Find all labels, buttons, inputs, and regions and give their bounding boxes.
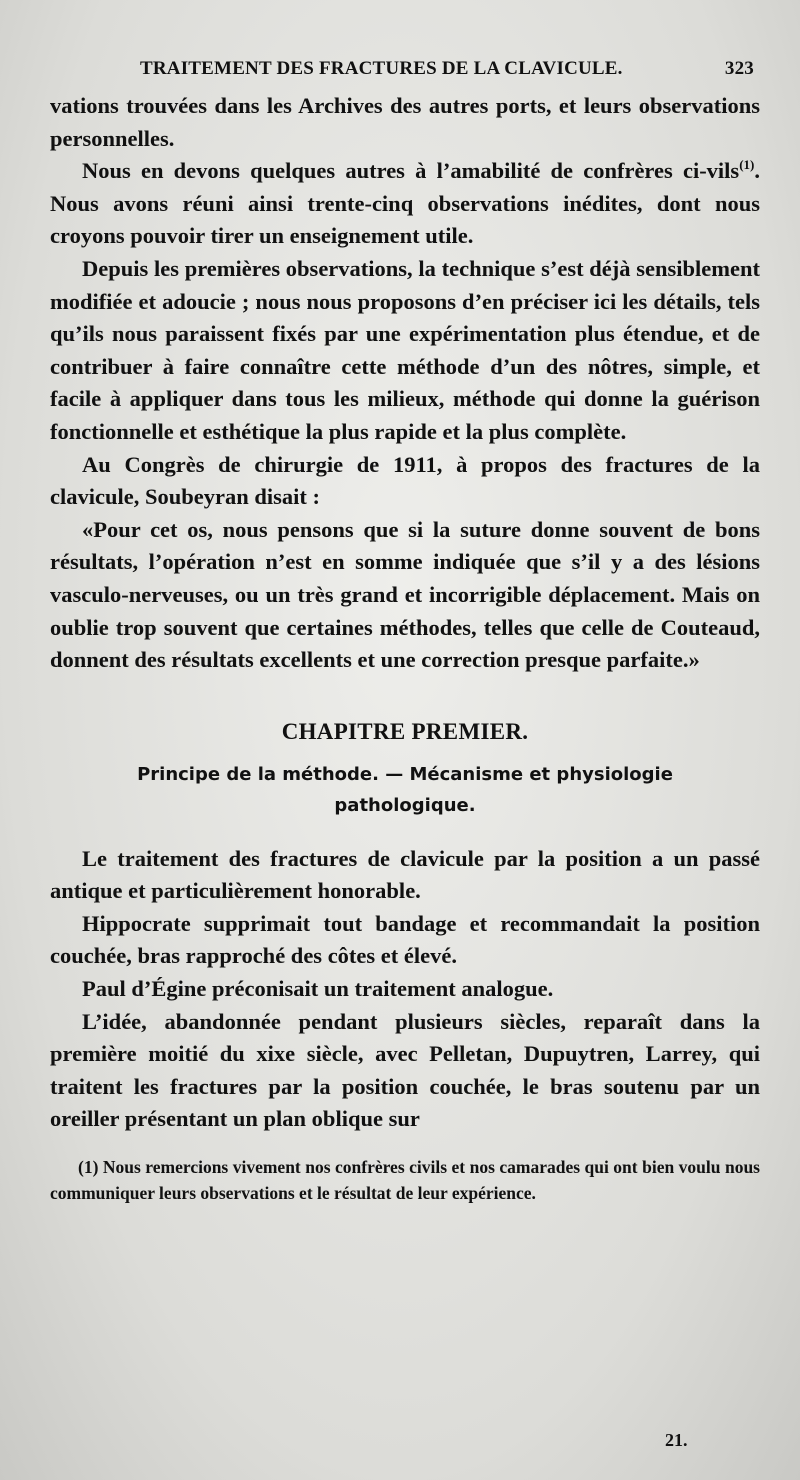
chapter-title: CHAPITRE PREMIER.: [281, 718, 529, 744]
footnote-text: Nous remercions vivement nos confrères civils et nos camarades qui ont bien voulu nous communiquer leurs observations et le résultat de leur expérience.: [50, 1157, 760, 1204]
signature-mark: 21.: [665, 1430, 688, 1450]
paragraph: vations trouvées dans les Archives des autres ports, et leurs observations personnelles.: [50, 93, 760, 151]
paragraph: Le traitement des fractures de clavicule par la position a un passé antique et particulièrement honorable.: [50, 845, 760, 904]
running-title: TRAITEMENT DES FRACTURES DE LA CLAVICULE.: [140, 58, 623, 79]
body-text: [50, 90, 760, 1206]
paragraph-text: Nous en devons quelques autres à l’amabilité de confrères ci-vils: [82, 158, 740, 184]
footnote-ref: (1): [739, 157, 755, 173]
quotation: «Pour cet os, nous pensons que si la suture donne souvent de bons résultats, l’opération n’est en somme indiquée que s’il y a des lésions vasculo-nerveuses, ou un très grand et incorrigible déplacement. Mais on oublie trop souvent que certaines méthodes, telles que celle de Couteaud, donnent des résultats excellents et une correction presque parfaite.»: [50, 516, 760, 673]
running-head: [140, 58, 754, 90]
paragraph: [50, 155, 760, 253]
paragraph: Paul d’Égine préconisait un traitement analogue.: [82, 976, 554, 1002]
paragraph: Depuis les premières observations, la technique s’est déjà sensiblement modifiée et adoucie ; nous nous proposons d’en préciser ici les détails, tels qu’ils nous paraissent fixés par une expérimentation plus étendue, et de contribuer à faire connaître cette méthode d’un des nôtres, simple, et facile à appliquer dans tous les milieux, méthode qui donne la guérison fonctionnelle et esthétique la plus rapide et la plus complète.: [50, 255, 760, 444]
paragraph: L’idée, abandonnée pendant plusieurs siècles, reparaît dans la première moitié du xixe siècle, avec Pelletan, Dupuytren, Larrey, qui traitent les fractures par la position couchée, le bras soutenu par un oreiller présentant un plan oblique sur: [50, 1008, 760, 1132]
paragraph: Hippocrate supprimait tout bandage et recommandait la position couchée, bras rapproché des côtes et élevé.: [50, 910, 760, 969]
paragraph-text: . Nous avons réuni ainsi trente-cinq observations inédites, dont nous croyons pouvoir tirer un enseignement utile.: [50, 158, 760, 249]
footnote-marker: (1): [78, 1157, 99, 1178]
chapter-subtitle: Principe de la méthode. — Mécanisme et physiologie pathologique.: [137, 763, 673, 816]
page-number: 323: [724, 58, 754, 79]
footnote: [50, 1154, 760, 1206]
paragraph: Au Congrès de chirurgie de 1911, à propos des fractures de la clavicule, Soubeyran disait :: [50, 451, 760, 510]
